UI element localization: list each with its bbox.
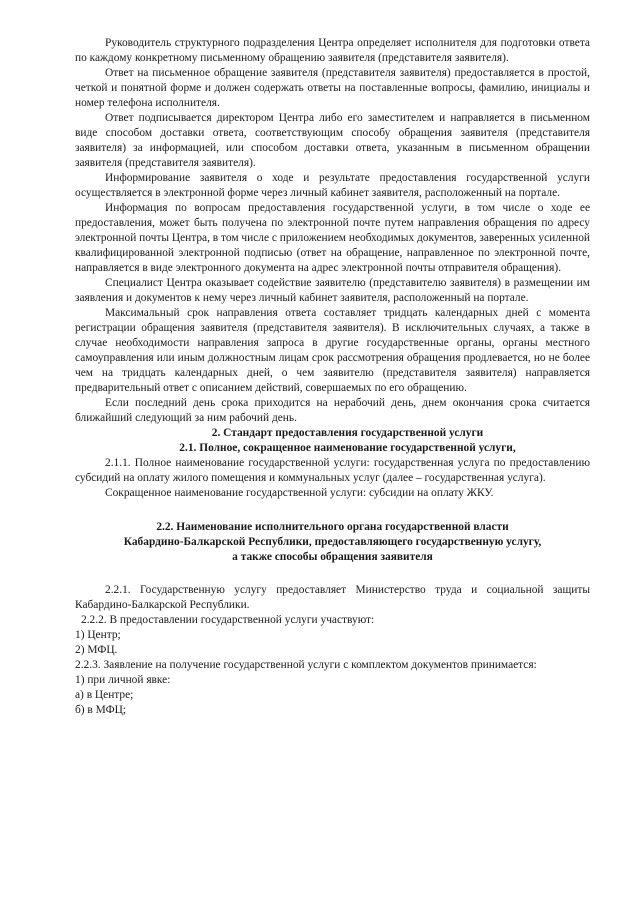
- list-item: 2.2.2. В предоставлении государственной услуги участвуют:: [81, 614, 375, 626]
- paragraph: Ответ подписывается директором Центра либо его заместителем и направляется в письменном виде способом доставки ответа, соответствующим способу обращения заявителя (представителя заявителя) за информацией, или способом доставки ответа, указанным в письменном обращении заявителя (представителя заявителя).: [75, 112, 590, 169]
- paragraph: Информирование заявителя о ходе и результате предоставления государственной услуги осуществляется в электронной форме через личный кабинет заявителя, расположенный на портале.: [75, 172, 590, 199]
- subsection-heading-line: Кабардино-Балкарской Республики, предоставляющего государственную услугу,: [123, 536, 542, 548]
- section-heading: 2. Стандарт предоставления государственной услуги: [211, 427, 484, 439]
- paragraph: Информация по вопросам предоставления государственной услуги, в том числе о ходе ее предоставления, может быть получена по электронной почте путем направления обращения по адресу электронной почты Центра, в том числе с приложением необходимых документов, заверенных усиленной квалифицированной электронной подписью (ответ на обращение, направленное по электронной почте, направляется в виде электронного документа на адрес электронной почты отправителя обращения).: [75, 202, 590, 274]
- paragraph: 2.1.1. Полное наименование государственной услуги: государственная услуга по предоставлению субсидий на оплату жилого помещения и коммунальных услуг (далее – государственная услуга).: [75, 457, 590, 484]
- list-item: а) в Центре;: [75, 689, 134, 701]
- paragraph: Руководитель структурного подразделения Центра определяет исполнителя для подготовки ответа по каждому конкретному письменному обращению заявителя (представителя заявителя).: [75, 37, 590, 64]
- document-body: [75, 36, 590, 718]
- list-item: 1) Центр;: [75, 629, 121, 641]
- list-item: б) в МФЦ;: [75, 704, 127, 716]
- list-item: 2.2.3. Заявление на получение государственной услуги с комплектом документов принимается:: [75, 659, 537, 671]
- subsection-heading: 2.1. Полное, сокращенное наименование государственной услуги,: [179, 442, 516, 454]
- list-item: 1) при личной явке:: [75, 674, 171, 686]
- paragraph: Максимальный срок направления ответа составляет тридцать календарных дней с момента регистрации обращения заявителя (представителя заявителя). В исключительных случаях, а также в случае необходимости направления запроса в другие государственные органы, органы местного самоуправления или иным должностным лицам срок рассмотрения обращения продлевается, но не более чем на тридцать календарных дней, о чем заявителю (представителя заявителя) направляется предварительный ответ с описанием действий, совершаемых по его обращению.: [75, 307, 590, 394]
- subsection-heading-line: а также способы обращения заявителя: [232, 551, 433, 563]
- paragraph: Сокращенное наименование государственной услуги: субсидии на оплату ЖКУ.: [105, 487, 494, 499]
- paragraph: Если последний день срока приходится на нерабочий день, днем окончания срока считается ближайший следующий за ним рабочий день.: [75, 397, 590, 424]
- paragraph: Ответ на письменное обращение заявителя (представителя заявителя) предоставляется в простой, четкой и понятной форме и должен содержать ответы на поставленные вопросы, фамилию, инициалы и номер телефона исполнителя.: [75, 67, 590, 109]
- subsection-heading: [75, 520, 590, 565]
- paragraph: Специалист Центра оказывает содействие заявителю (представителю заявителя) в размещении им заявления и документов к нему через личный кабинет заявителя, расположенный на портале.: [75, 277, 590, 304]
- paragraph: 2.2.1. Государственную услугу предоставляет Министерство труда и социальной защиты Кабардино-Балкарской Республики.: [75, 584, 590, 611]
- list-item: 2) МФЦ.: [75, 644, 118, 656]
- subsection-heading-line: 2.2. Наименование исполнительного органа государственной власти: [156, 521, 509, 533]
